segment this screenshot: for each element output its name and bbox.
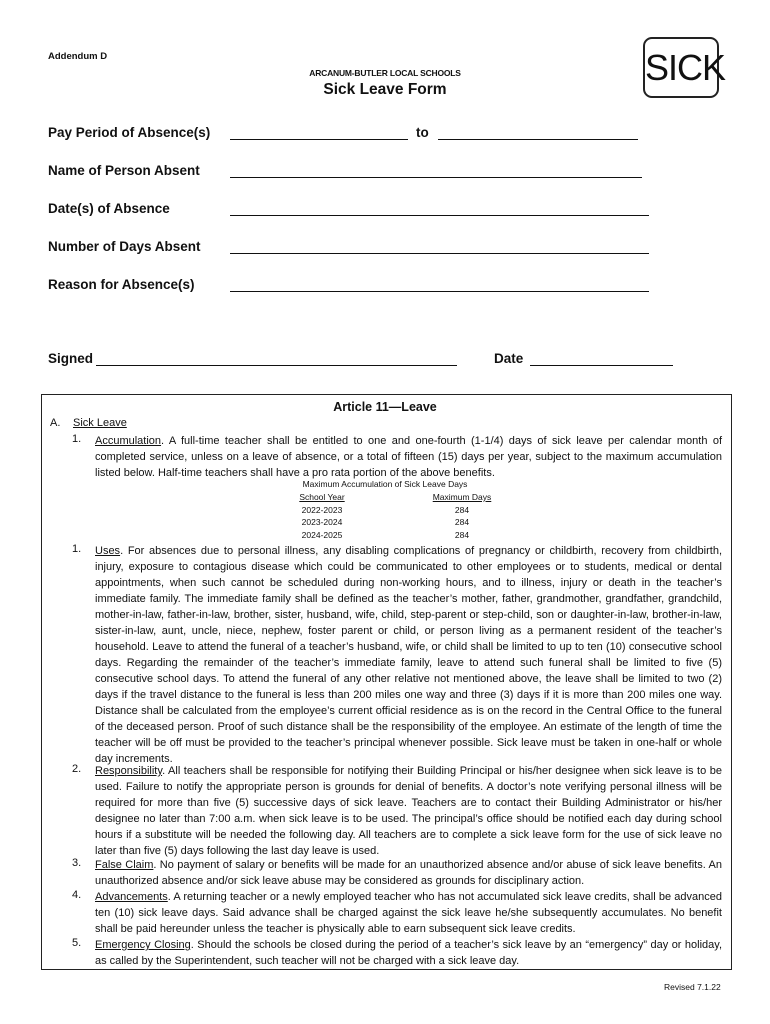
item-text: . All teachers shall be responsible for notifying their Building Principal or his/her designee when sick leave is to be used. Failure to notify the appropriate person is grounds for denial of benefits. A doctor’s note verifying personal illness will be required for more than five (5) successive days of sick leave. Teachers are to contact their Building Administrator or his/her designee no later than 7:00 a.m. when sick leave is to be used. The principal’s office should be notified each day during school hours if a substitute will be needed the following day. All teachers are to complete a sick leave form for the use of sick leave no later than five (5) days following the last day leave is used. bbox=[95, 765, 722, 857]
item-text: . No payment of salary or benefits will be made for an unauthorized absence and/or abuse of sick leave benefits. An unauthorized absence and/or sick leave abuse may be considered as grounds for disciplinary action. bbox=[95, 859, 722, 887]
dates-line[interactable] bbox=[230, 215, 649, 216]
uses-paragraph bbox=[95, 543, 722, 767]
name-line[interactable] bbox=[230, 177, 642, 178]
addendum-label: Addendum D bbox=[48, 51, 108, 62]
table-cell-days: 284 bbox=[454, 530, 470, 540]
sick-logo: SICK bbox=[643, 37, 719, 98]
item-number: 4. bbox=[72, 889, 82, 901]
section-title: Sick Leave bbox=[73, 417, 127, 429]
item-number: 1. bbox=[72, 543, 82, 555]
pay-period-end-line[interactable] bbox=[438, 139, 638, 140]
emergency-closing-paragraph bbox=[95, 937, 722, 969]
revised-note: Revised 7.1.22 bbox=[664, 982, 721, 992]
days-line[interactable] bbox=[230, 253, 649, 254]
table-cell-year: 2024-2025 bbox=[301, 530, 343, 540]
false-claim-paragraph bbox=[95, 857, 722, 889]
item-heading: Emergency Closing bbox=[95, 939, 191, 951]
school-name: ARCANUM-BUTLER LOCAL SCHOOLS bbox=[309, 68, 461, 78]
max-table-title: Maximum Accumulation of Sick Leave Days bbox=[302, 479, 468, 489]
item-text: . Should the schools be closed during the period of a teacher’s sick leave by an “emergency” day or holiday, as called by the Superintendent, such teacher will not be charged with a sick leave day. bbox=[95, 939, 723, 967]
item-number: 3. bbox=[72, 857, 82, 869]
max-table-col-year: School Year bbox=[299, 492, 345, 502]
table-cell-year: 2022-2023 bbox=[301, 505, 343, 515]
responsibility-paragraph bbox=[95, 763, 722, 859]
article-title: Article 11—Leave bbox=[333, 400, 437, 414]
item-text: . A returning teacher or a newly employed teacher who has not accumulated sick leave credits, shall be advanced ten (10) sick leave days. Said advance shall be charged against the sick leave he/she subsequently accumulates. No benefit shall be paid hereunder unless the teacher is physically able to earn subsequent sick leave credits. bbox=[95, 891, 722, 935]
item-heading: Accumulation bbox=[95, 435, 162, 447]
table-cell-year: 2023-2024 bbox=[301, 517, 343, 527]
item-text: . For absences due to personal illness, any disabling complications of pregnancy or childbirth, recovery from childbirth, injury, exposure to contagious disease which could be communicated to other employees or to students, medical or dental appointments, when such cannot be scheduled during non-working hours, and to illness, injury or death in the teacher’s immediate family. The immediate family shall be defined as the teacher’s mother, father, grandmother, grandfather, grandchild, mother-in-law, father-in-law, brother, sister, husband, wife, child, step-parent or step-child, son or daughter-in-law, brother-in-law, sister-in-law, aunt, uncle, niece, nephew, foster parent or child, or person living as a permanent resident of the teacher’s household. Leave to attend the funeral of a teacher’s husband, wife, or child shall be limited to up to ten (10) consecutive school days. Regarding the remainder of the teacher’s immediate family, leave to attend such funeral shall be limited to five (5) consecutive school days. To attend the funeral of any other relative not mentioned above, the leave shall be limited to two (2) days if the travel distance to the funeral is less than 200 miles one way and three (3) days if it is more than 200 miles one way. Distance shall be calculated from the employee’s current official residence as is on the record in the Central Office to the funeral of the deceased person. Proof of such distance shall be the responsibility of the employee. An estimate of the length of time the teacher will be off must be provided to the teacher’s principal whenever possible. Sick leave must be taken in one-half or whole day increments. bbox=[95, 545, 722, 765]
item-heading: False Claim bbox=[95, 859, 154, 871]
item-heading: Advancements bbox=[95, 891, 168, 903]
days-label: Number of Days Absent bbox=[48, 239, 201, 254]
name-label: Name of Person Absent bbox=[48, 163, 200, 178]
reason-label: Reason for Absence(s) bbox=[48, 277, 195, 292]
signature-line[interactable] bbox=[96, 365, 457, 366]
signed-label: Signed bbox=[48, 351, 94, 366]
to-label: to bbox=[416, 125, 429, 140]
date-label: Date bbox=[494, 351, 524, 366]
section-letter: A. bbox=[50, 417, 61, 429]
item-heading: Uses bbox=[95, 545, 121, 557]
max-table-col-days: Maximum Days bbox=[432, 492, 492, 502]
advancements-paragraph bbox=[95, 889, 722, 937]
pay-period-label: Pay Period of Absence(s) bbox=[48, 125, 211, 140]
item-number: 2. bbox=[72, 763, 82, 775]
table-cell-days: 284 bbox=[454, 505, 470, 515]
item-text: . A full-time teacher shall be entitled to one and one-fourth (1-1/4) days of sick leave per calendar month of completed service, unless on a leave of absence, or a total of fifteen (15) days per year, subject to the maximum accumulation listed below. Half-time teachers shall have a pro rata portion of the above benefits. bbox=[95, 435, 722, 479]
reason-line[interactable] bbox=[230, 291, 649, 292]
pay-period-start-line[interactable] bbox=[230, 139, 408, 140]
dates-label: Date(s) of Absence bbox=[48, 201, 170, 216]
date-line[interactable] bbox=[530, 365, 673, 366]
page-title: Sick Leave Form bbox=[323, 81, 447, 98]
accumulation-paragraph bbox=[95, 433, 722, 481]
item-number: 5. bbox=[72, 937, 82, 949]
item-heading: Responsibility bbox=[95, 765, 163, 777]
item-number: 1. bbox=[72, 433, 82, 445]
table-cell-days: 284 bbox=[454, 517, 470, 527]
